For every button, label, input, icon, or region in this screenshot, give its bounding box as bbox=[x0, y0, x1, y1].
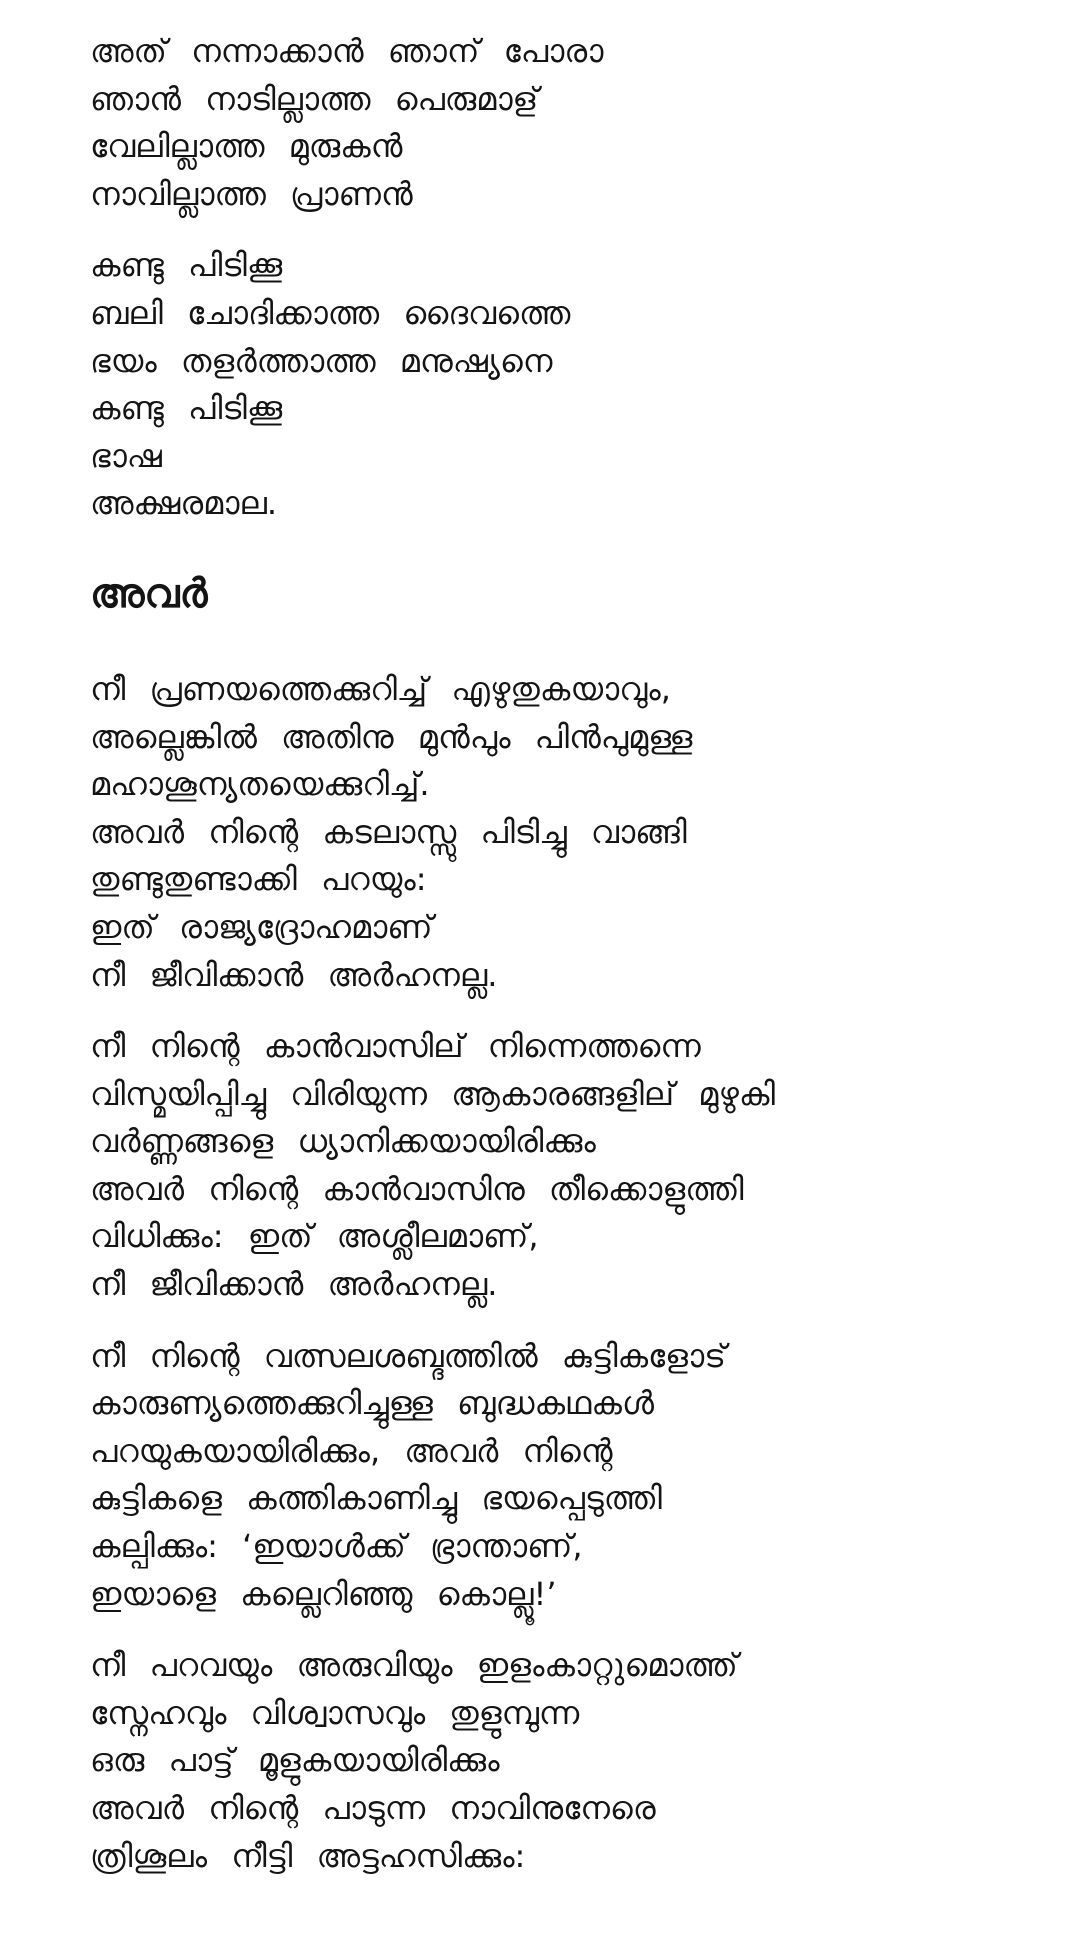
poem-line: ഭാഷ bbox=[90, 436, 162, 475]
poem-line: പറയുകയായിരിക്കും, അവർ നിന്റെ bbox=[90, 1431, 613, 1470]
poem-line: അക്ഷരമാല. bbox=[90, 484, 278, 523]
poem-line: ഞാൻ നാടില്ലാത്ത പെരുമാള് bbox=[90, 79, 539, 118]
stanza-6 bbox=[90, 1642, 1080, 1880]
poem-line: അവർ നിന്റെ കാൻവാസിനു തീക്കൊളുത്തി bbox=[90, 1169, 744, 1208]
poem-line: കണ്ടു പിടിക്കൂ bbox=[90, 246, 283, 285]
poem-line: വേലില്ലാത്ത മുരുകൻ bbox=[90, 127, 403, 166]
poem-line: വിസ്മയിപ്പിച്ചു വിരിയുന്ന ആകാരങ്ങളില് മുഴുകി bbox=[90, 1074, 776, 1113]
poem-line: ഭയം തളർത്താത്ത മനുഷ്യനെ bbox=[90, 341, 553, 380]
stanza-3 bbox=[90, 666, 1080, 999]
stanza-5 bbox=[90, 1333, 1080, 1619]
poem-title: അവർ bbox=[90, 570, 208, 617]
poem-line: അവർ നിന്റെ കടലാസ്സു പിടിച്ചു വാങ്ങി bbox=[90, 812, 687, 851]
poem-line: നീ ജീവിക്കാൻ അർഹനല്ല. bbox=[90, 1265, 498, 1304]
poem-line: കുട്ടികളെ കത്തികാണിച്ചു ഭയപ്പെടുത്തി bbox=[90, 1479, 662, 1518]
poem-line: മഹാശൂന്യതയെക്കുറിച്ച്. bbox=[90, 765, 430, 804]
poem-line: ത്രിശൂലം നീട്ടി അട്ടഹസിക്കും: bbox=[90, 1836, 526, 1875]
poem-line: വിധിക്കും: ഇത് അശ്ലീലമാണ്, bbox=[90, 1217, 539, 1256]
poem-line: കണ്ടു പിടിക്കൂ bbox=[90, 389, 283, 428]
stanza-1 bbox=[90, 28, 1080, 218]
poem-line: കാരുണ്യത്തെക്കുറിച്ചുള്ള ബുദ്ധകഥകൾ bbox=[90, 1384, 654, 1423]
poem-line: ബലി ചോദിക്കാത്ത ദൈവത്തെ bbox=[90, 293, 571, 332]
poem-line: ഇത് രാജ്യദ്രോഹമാണ് bbox=[90, 907, 433, 946]
poem-line: ഒരു പാട്ട് മൂളുകയായിരിക്കും bbox=[90, 1741, 500, 1780]
poem-line: നീ പ്രണയത്തെക്കുറിച്ച് എഴുതുകയാവും, bbox=[90, 669, 671, 708]
poem-line: അത് നന്നാക്കാൻ ഞാന് പോരാ bbox=[90, 32, 604, 70]
poem-line: അവർ നിന്റെ പാടുന്ന നാവിനുനേരെ bbox=[90, 1789, 656, 1827]
poem-page bbox=[90, 28, 1080, 1880]
poem-line: സ്നേഹവും വിശ്വാസവും തുളുമ്പുന്ന bbox=[90, 1693, 580, 1732]
poem-line: അല്ലെങ്കിൽ അതിനു മുൻപും പിൻപുമുള്ള bbox=[90, 717, 693, 756]
poem-line: തുണ്ടുതുണ്ടാക്കി പറയും: bbox=[90, 860, 427, 899]
poem-line: നീ നിന്റെ കാൻവാസില് നിന്നെത്തന്നെ bbox=[90, 1027, 701, 1066]
poem-line: ഇയാളെ കല്ലെറിഞ്ഞു കൊല്ലൂ!’ bbox=[90, 1574, 557, 1613]
poem-line: നീ ജീവിക്കാൻ അർഹനല്ല. bbox=[90, 955, 498, 994]
poem-line: നീ നിന്റെ വത്സലശബ്ദത്തിൽ കുട്ടികളോട് bbox=[90, 1336, 726, 1375]
stanza-2 bbox=[90, 242, 1080, 528]
stanza-4 bbox=[90, 1023, 1080, 1309]
poem-line: നാവില്ലാത്ത പ്രാണൻ bbox=[90, 174, 413, 213]
poem-line: നീ പറവയും അരുവിയും ഇളംകാറ്റുമൊത്ത് bbox=[90, 1646, 738, 1685]
poem-line: കല്പിക്കും: ‘ഇയാൾക്ക് ഭ്രാന്താണ്, bbox=[90, 1527, 583, 1566]
poem-line: വർണ്ണങ്ങളെ ധ്യാനിക്കയായിരിക്കും bbox=[90, 1122, 596, 1161]
